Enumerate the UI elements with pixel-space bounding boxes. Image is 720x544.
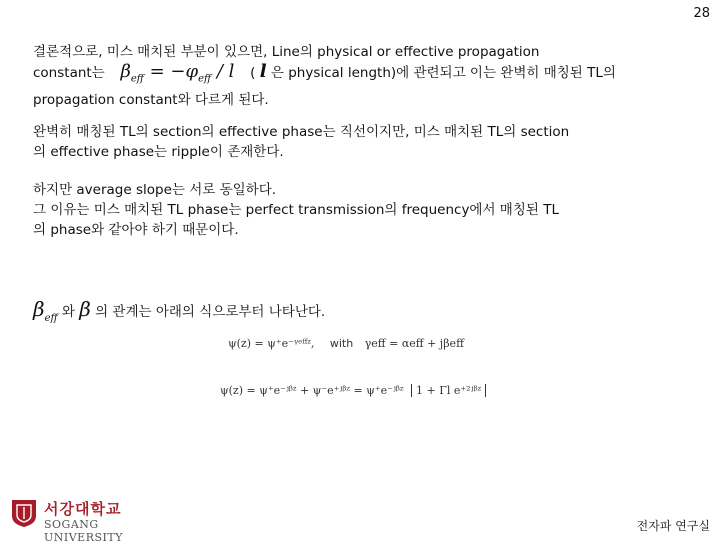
beta-symbol: β (79, 297, 91, 321)
equation-standing-wave (220, 384, 488, 412)
equation-effective-wave (228, 337, 478, 359)
page-number: 28 (693, 6, 710, 21)
university-logo (10, 498, 160, 544)
equation-part: γeff = αeff + jβeff (364, 337, 464, 350)
paragraph-line: propagation constant와 다르게 된다. (33, 91, 269, 108)
beta-eff-symbol: $\beta_{eff}$ (33, 297, 58, 324)
logo-english-text: SOGANG UNIVERSITY (44, 518, 123, 544)
paragraph-line: 그 이유는 미스 매치된 TL phase는 perfect transmission의 frequency에서 매칭된 TL (33, 202, 559, 218)
equation-part: ψ(z) = ψ⁺e⁻ᵞᵉᶠᶠᶻ, (228, 337, 315, 350)
equation-bracket: 1 + Γl e⁺²ʲᵝᶻ (411, 384, 486, 397)
logo-korean-text: 서강대학교 (44, 500, 122, 518)
length-symbol: l (259, 61, 267, 82)
paragraph-line: 의 phase와 같아야 하기 때문이다. (33, 222, 239, 238)
text-run: 은 physical length)에 관련되고 이는 완벽히 매칭된 TL의 (270, 65, 616, 81)
equation-part: ψ(z) = ψ⁺e⁻ʲᵝᶻ + ψ⁻e⁺ʲᵝᶻ = ψ⁺e⁻ʲᵝᶻ (220, 384, 404, 397)
paragraph-line: 하지만 average slope는 서로 동일하다. (33, 182, 277, 198)
paragraph-line: 결론적으로, 미스 매치된 부분이 있으면, Line의 physical or effective propagation (33, 44, 540, 60)
relation-sentence (33, 297, 325, 324)
text-run: constant는 (33, 65, 105, 81)
paragraph-average-slope (33, 180, 683, 240)
equation-part: with (329, 337, 354, 350)
text-run: ( (250, 65, 256, 81)
text-run: 와 (61, 304, 75, 320)
paragraph-line: 의 effective phase는 ripple이 존재한다. (33, 144, 284, 160)
paragraph-line (33, 62, 683, 90)
paragraph-effective-phase (33, 122, 683, 162)
paragraph-conclusion (33, 42, 683, 110)
seal-icon (10, 498, 38, 528)
text-run: 의 관계는 아래의 식으로부터 나타난다. (95, 304, 326, 320)
footer-lab-name: 전자파 연구실 (636, 519, 710, 533)
beta-eff-equation: $\beta_{eff} = -\varphi_{eff} / l$ (109, 61, 246, 85)
paragraph-line: 완벽히 매칭된 TL의 section의 effective phase는 직선이지만, 미스 매치된 TL의 section (33, 124, 570, 140)
